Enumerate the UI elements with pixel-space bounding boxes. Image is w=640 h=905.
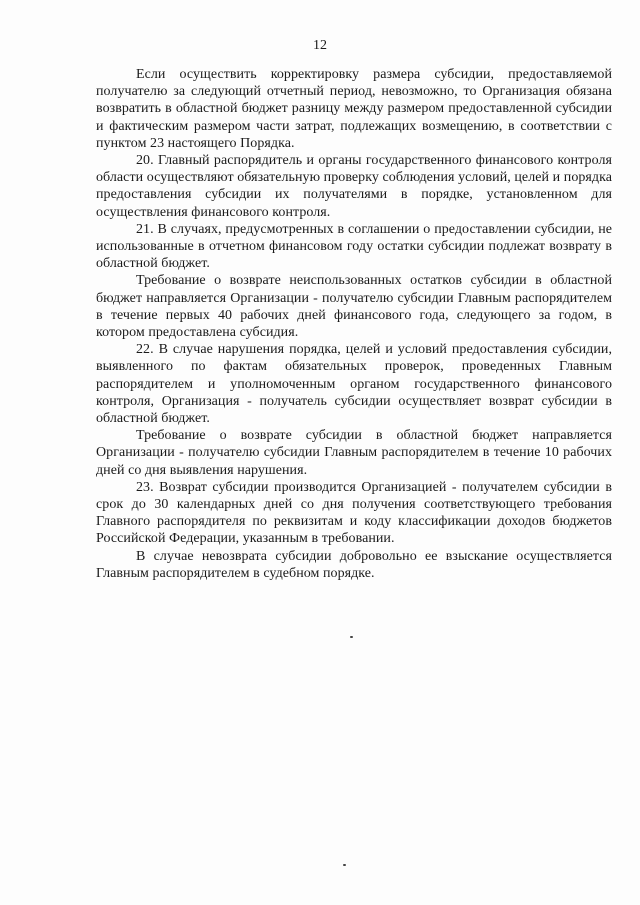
document-body <box>96 66 612 582</box>
paragraph-return-requirement-unused: Требование о возврате неиспользованных остатков субсидии в областной бюджет направляется Организации - получателю субсидии Главным распорядителем в течение первых 40 рабочих дней финансового года, следующего за годом, в котором предоставлена субсидия. <box>96 273 612 341</box>
paragraph-item-23: 23. Возврат субсидии производится Организацией - получателем субсидии в срок до 30 календарных дней со дня получения соответствующего требования Главного распорядителя по реквизитам и коду классификации доходов бюджетов Российской Федерации, указанным в требовании. <box>96 479 612 547</box>
scan-speck <box>350 636 353 638</box>
paragraph-item-21: 21. В случаях, предусмотренных в соглашении о предоставлении субсидии, не использованные в отчетном финансовом году остатки субсидии подлежат возврату в областной бюджет. <box>96 221 612 272</box>
paragraph-court-recovery: В случае невозврата субсидии добровольно ее взыскание осуществляется Главным распорядителем в судебном порядке. <box>96 548 612 581</box>
paragraph-item-20: 20. Главный распорядитель и органы государственного финансового контроля области осуществляют обязательную проверку соблюдения условий, целей и порядка предоставления субсидии их получателями в порядке, установленном для осуществления финансового контроля. <box>96 153 612 220</box>
paragraph-item-22: 22. В случае нарушения порядка, целей и условий предоставления субсидии, выявленного по фактам обязательных проверок, проведенных Главным распорядителем и уполномоченным органом государственного финансового контроля, Организация - получатель субсидии осуществляет возврат субсидии в областной бюджет. <box>96 342 612 427</box>
paragraph-return-requirement-violation: Требование о возврате субсидии в областной бюджет направляется Организации - получателю субсидии Главным распорядителем в течение 10 рабочих дней со дня выявления нарушения. <box>96 428 612 478</box>
scan-speck <box>343 864 346 866</box>
paragraph-subsidy-adjustment: Если осуществить корректировку размера субсидии, предоставляемой получателю за следующий отчетный период, невозможно, то Организация обязана возвратить в областной бюджет разницу между размером предоставленной субсидии и фактическим размером части затрат, подлежащих возмещению, в соответствии с пунктом 23 настоящего Порядка. <box>96 67 612 151</box>
page-number: 12 <box>313 38 327 53</box>
